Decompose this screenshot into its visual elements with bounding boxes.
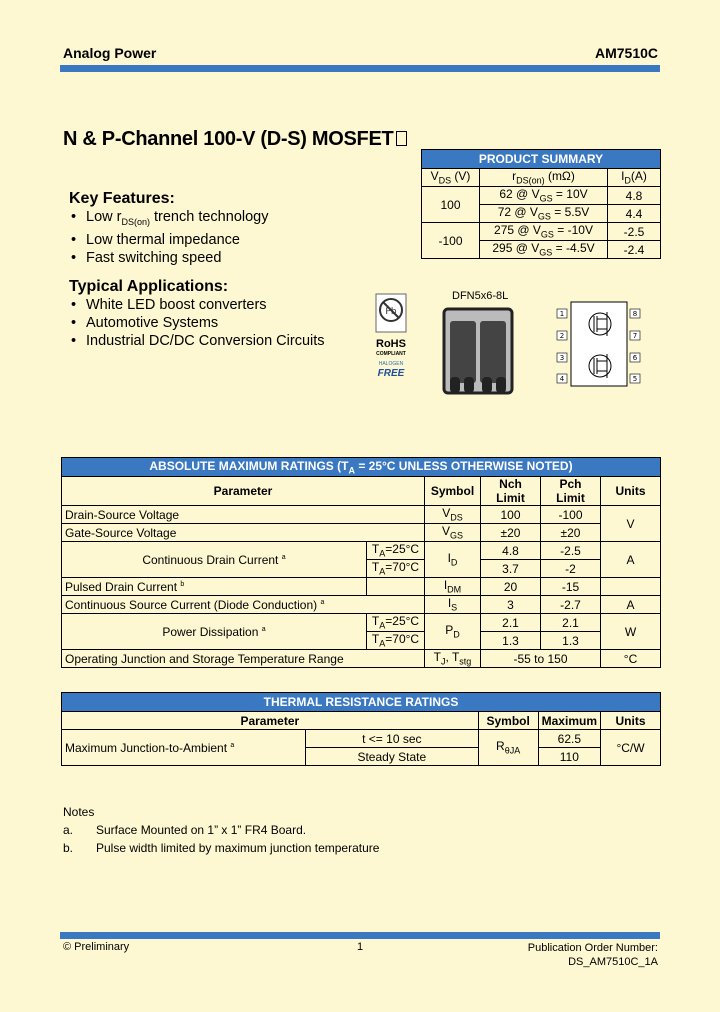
table-row	[62, 650, 661, 668]
table-cell: Maximum Junction-to-Ambient $^a$	[62, 730, 306, 766]
thermal-header-symbol: Symbol	[478, 712, 538, 730]
table-cell	[601, 578, 661, 596]
table-cell: °C/W	[601, 730, 661, 766]
table-cell: 2.1	[541, 614, 601, 632]
free-label: FREE	[377, 368, 405, 379]
table-row	[62, 506, 661, 524]
halogen-label: HALOGEN	[378, 361, 404, 367]
rohs-compliant: COMPLIANT	[376, 351, 406, 357]
table-cell: $T_A=70^\circ C$	[367, 632, 425, 650]
list-item: • White LED boost converters	[69, 296, 325, 314]
list-item: • Low $r_{DS(on)}$ trench technology	[69, 208, 268, 231]
thermal-title: THERMAL RESISTANCE RATINGS	[62, 693, 661, 712]
table-cell: 3	[481, 596, 541, 614]
features-list	[69, 208, 268, 267]
abs-header-pch: Pch Limit	[541, 477, 601, 506]
abs-header-units: Units	[601, 477, 661, 506]
table-cell	[367, 578, 425, 596]
pin-label: 4	[559, 375, 565, 383]
list-item: • Industrial DC/DC Conversion Circuits	[69, 332, 325, 350]
ps-id: 4.4	[608, 205, 661, 223]
product-summary-table	[421, 149, 661, 259]
list-item: • Low thermal impedance	[69, 231, 268, 249]
ps-rds: 62 @ $V_{GS} = 10V$	[480, 187, 608, 205]
table-cell: °C	[601, 650, 661, 668]
ps-vds-p: -100	[422, 223, 480, 259]
table-cell: $I_{DM}$	[425, 578, 481, 596]
features-heading: Key Features:	[69, 190, 175, 207]
table-cell: $V_{DS}$	[425, 506, 481, 524]
rohs-logo	[368, 293, 414, 379]
table-row	[62, 578, 661, 596]
table-cell: W	[601, 614, 661, 650]
table-cell: 20	[481, 578, 541, 596]
absolute-maximum-ratings-table	[61, 457, 661, 668]
ps-id: -2.4	[608, 241, 661, 259]
table-cell: $T_A=25^\circ C$	[367, 542, 425, 560]
table-cell: -2.7	[541, 596, 601, 614]
product-summary-title: PRODUCT SUMMARY	[422, 150, 661, 169]
table-cell: Power Dissipation $^a$	[62, 614, 367, 650]
table-cell: $P_D$	[425, 614, 481, 650]
pin-label: 5	[632, 375, 638, 383]
table-cell: $T_A=25^\circ C$	[367, 614, 425, 632]
table-row	[62, 730, 661, 748]
abs-header-symbol: Symbol	[425, 477, 481, 506]
part-number: AM7510C	[594, 45, 658, 61]
ps-rds: 295 @ $V_{GS} = -4.5V$	[480, 241, 608, 259]
id-param: Continuous Drain Current $^a$	[62, 542, 367, 578]
table-cell: Operating Junction and Storage Temperature Range	[62, 650, 425, 668]
rohs-label: RoHS	[376, 338, 406, 350]
ps-header-rds: $r_{DS(on)}$ (mΩ)	[480, 169, 608, 187]
table-row	[62, 596, 661, 614]
table-cell: 110	[538, 748, 600, 766]
rohs-icon	[374, 293, 408, 333]
footer-publication: Publication Order Number: DS_AM7510C_1A	[527, 942, 658, 968]
table-cell: -2	[541, 560, 601, 578]
table-cell: ±20	[481, 524, 541, 542]
dfn-package-icon	[438, 305, 516, 401]
table-cell: $V_{GS}$	[425, 524, 481, 542]
table-cell: 1.3	[541, 632, 601, 650]
list-item: • Automotive Systems	[69, 314, 325, 332]
table-cell: $R_{\theta JA}$	[478, 730, 538, 766]
table-cell: Pulsed Drain Current $^b$	[62, 578, 367, 596]
abs-max-title: ABSOLUTE MAXIMUM RATINGS ($T_A = 25^\circ C$ UNLESS OTHERWISE NOTED)	[62, 458, 661, 477]
svg-text:Pb: Pb	[385, 307, 397, 317]
table-cell: 4.8	[481, 542, 541, 560]
pin-label: 6	[632, 354, 638, 362]
table-cell: Steady State	[306, 748, 479, 766]
list-item: • Fast switching speed	[69, 249, 268, 267]
table-cell: 3.7	[481, 560, 541, 578]
table-cell: -55 to 150	[481, 650, 601, 668]
table-row	[62, 524, 661, 542]
table-cell: $T_A=70^\circ C$	[367, 560, 425, 578]
ps-id: 4.8	[608, 187, 661, 205]
thermal-resistance-table	[61, 692, 661, 766]
table-cell: $I_S$	[425, 596, 481, 614]
table-cell: Gate-Source Voltage	[62, 524, 425, 542]
pin-label: 2	[559, 332, 565, 340]
table-cell: 100	[481, 506, 541, 524]
table-cell: $T_J$, $T_{stg}$	[425, 650, 481, 668]
table-cell: 62.5	[538, 730, 600, 748]
pin-label: 3	[559, 354, 565, 362]
page-title: N & P-Channel 100-V (D-S) MOSFET	[63, 128, 407, 151]
table-cell: A	[601, 542, 661, 578]
applications-list	[69, 296, 325, 350]
applications-heading: Typical Applications:	[69, 278, 229, 295]
table-cell: t <= 10 sec	[306, 730, 479, 748]
thermal-header-units: Units	[601, 712, 661, 730]
table-cell: 1.3	[481, 632, 541, 650]
ps-rds: 72 @ $V_{GS} = 5.5V$	[480, 205, 608, 223]
note-item: a. Surface Mounted on 1” x 1” FR4 Board.	[63, 823, 307, 837]
table-cell: V	[601, 506, 661, 542]
table-cell: -2.5	[541, 542, 601, 560]
footer-preliminary: © Preliminary	[63, 941, 130, 953]
table-cell: ±20	[541, 524, 601, 542]
company-name: Analog Power	[63, 45, 157, 61]
package-name: DFN5x6-8L	[452, 290, 509, 302]
footer-page-number: 1	[357, 941, 364, 953]
table-cell: 2.1	[481, 614, 541, 632]
table-cell: Drain-Source Voltage	[62, 506, 425, 524]
ps-rds: 275 @ $V_{GS} = -10V$	[480, 223, 608, 241]
table-cell: $I_D$	[425, 542, 481, 578]
table-row	[62, 614, 661, 632]
pin-label: 1	[559, 310, 565, 318]
abs-header-parameter: Parameter	[62, 477, 425, 506]
table-row	[62, 542, 661, 560]
ps-id: -2.5	[608, 223, 661, 241]
note-item: b. Pulse width limited by maximum junction temperature	[63, 841, 380, 855]
header-divider	[60, 65, 660, 72]
ps-vds-n: 100	[422, 187, 480, 223]
table-cell: -15	[541, 578, 601, 596]
abs-header-nch: Nch Limit	[481, 477, 541, 506]
ps-header-id: $I_D(A)$	[608, 169, 661, 187]
ps-header-vds: $V_{DS}$ (V)	[422, 169, 480, 187]
notes-section	[63, 803, 379, 857]
table-cell: Continuous Source Current (Diode Conduction) $^a$	[62, 596, 425, 614]
pin-label: 7	[632, 332, 638, 340]
thermal-header-maximum: Maximum	[538, 712, 600, 730]
pinout-diagram	[555, 300, 643, 388]
pin-label: 8	[632, 310, 638, 318]
notes-heading: Notes	[63, 805, 95, 819]
thermal-header-parameter: Parameter	[62, 712, 479, 730]
table-cell: -100	[541, 506, 601, 524]
footer-divider	[60, 932, 660, 939]
table-cell: A	[601, 596, 661, 614]
